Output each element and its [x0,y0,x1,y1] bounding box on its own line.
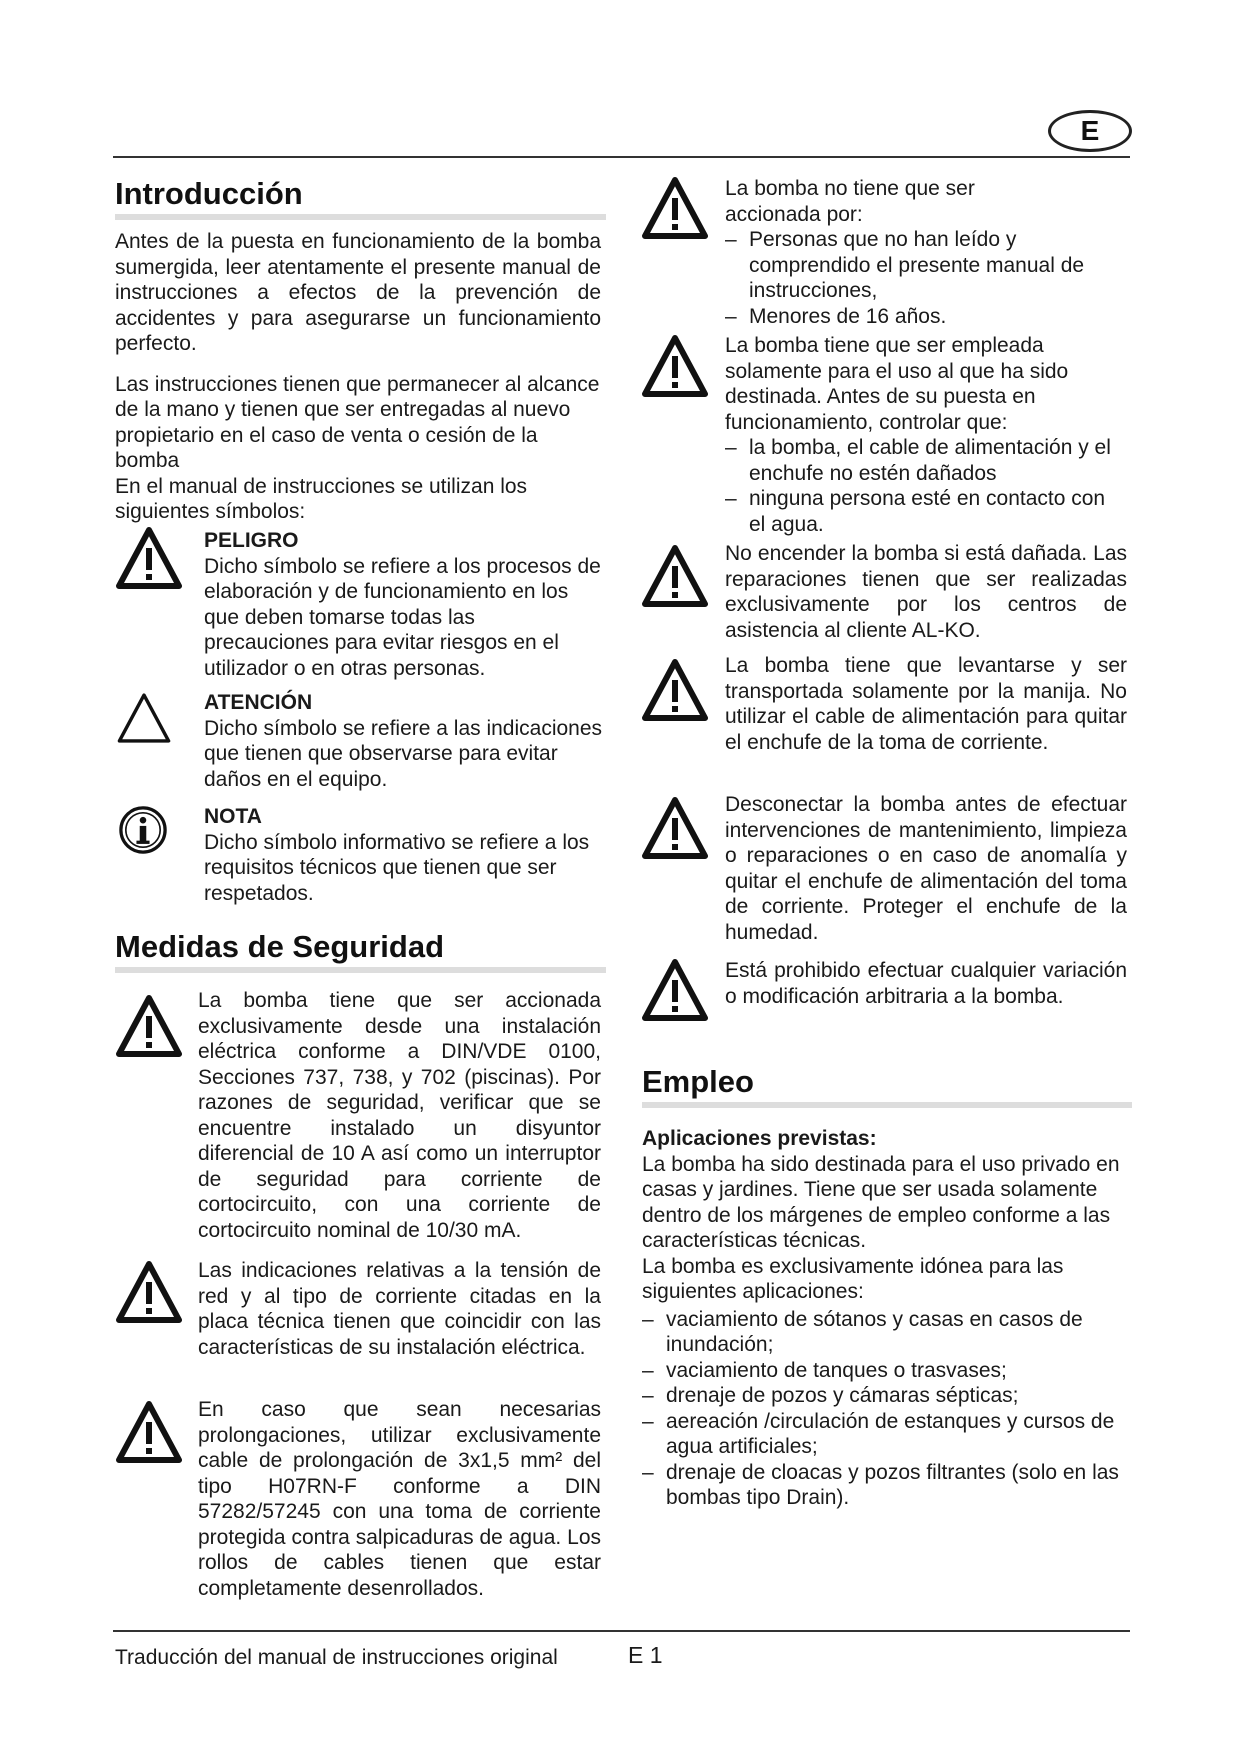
list-item-text: la bomba, el cable de alimentación y el enchufe no estén dañados [749,436,1111,485]
danger-warning-icon [642,544,708,610]
symbol-description: Dicho símbolo se refiere a los procesos de elaboración y de funcionamiento en los que deben tomarse todas las precauciones para evitar riesgos en el utilizador o en otras personas. [204,554,601,680]
danger-warning-icon [642,958,708,1024]
warning-list [725,227,1127,329]
warning-list [725,435,1127,537]
list-item [642,1358,1162,1384]
intro-paragraph: Antes de la puesta en funcionamiento de la bomba sumergida, leer atentamente el presente manual de instrucciones a efectos de la prevención de accidentes y para asegurarse un funcionamiento perfecto. [115,230,601,355]
footer-text: Traducción del manual de instrucciones original [115,1646,558,1669]
safety-item: La bomba tiene que ser accionada exclusivamente desde una instalación eléctrica conforme a DIN/VDE 0100, Secciones 737, 738, y 702 (piscinas). Por razones de seguridad, verificar que se encuentre instalado un disyuntor diferencial de 10 A así como un interruptor de seguridad para corriente de cortocircuito, con una corriente de cortocircuito nominal de 10/30 mA. [198,989,601,1242]
intro-body [115,229,601,525]
symbol-description: Dicho símbolo informativo se refiere a los requisitos técnicos que tienen que ser respetados. [204,830,590,905]
list-item [725,227,1127,304]
danger-warning-icon [116,1400,182,1466]
intro-paragraph: Las instrucciones tienen que permanecer al alcance de la mano y tienen que ser entregadas al nuevo propietario en el caso de venta o cesión de la bomba [115,372,600,472]
list-item [642,1307,1162,1358]
warning-text: No encender la bomba si está dañada. Las reparaciones tienen que ser realizadas exclusivamente por los centros de asistencia al cliente AL-KO. [725,542,1127,642]
danger-warning-icon [116,994,182,1060]
dash-bullet: – [725,304,737,328]
header-rule [113,156,1130,158]
warning-block [725,176,1127,329]
list-item [725,435,1127,486]
intro-heading-rule [115,214,606,220]
symbol-description: Dicho símbolo se refiere a las indicaciones que tienen que observarse para evitar daños en el equipo. [204,716,603,791]
use-body [642,1126,1162,1511]
dash-bullet: – [642,1307,654,1331]
danger-warning-icon [642,334,708,400]
danger-warning-icon [116,1260,182,1326]
dash-bullet: – [642,1384,654,1407]
dash-bullet: – [642,1409,654,1433]
list-item [725,486,1127,537]
dash-bullet: – [642,1460,654,1484]
list-item-text: vaciamiento de sótanos y casas en casos de inundación; [666,1307,1083,1356]
symbol-title: PELIGRO [204,529,299,552]
danger-warning-icon [642,796,708,862]
safety-item: Las indicaciones relativas a la tensión de red y al tipo de corriente citadas en la placa técnica tienen que coincidir con las características de su instalación eléctrica. [198,1259,601,1359]
warning-text: Está prohibido efectuar cualquier variación o modificación arbitraria a la bomba. [725,959,1127,1008]
use-list [642,1307,1162,1511]
danger-warning-icon [642,658,708,724]
page-number: E 1 [628,1642,663,1668]
list-item [642,1383,1162,1409]
symbol-peligro [204,528,604,681]
list-item [725,304,1127,330]
list-item-text: aereación /circulación de estanques y cursos de agua artificiales; [666,1409,1115,1458]
safety-item: En caso que sean necesarias prolongaciones, utilizar exclusivamente cable de prolongación de 3x1,5 mm² del tipo H07RN-F conforme a DIN 57282/57245 con una toma de corriente protegida contra salpicaduras de agua. Los rollos de cables tienen que estar completamente desenrollados. [198,1398,601,1600]
list-item-text: Personas que no han leído y comprendido el presente manual de instrucciones, [749,228,1085,302]
use-heading: Empleo [642,1064,754,1099]
symbol-title: NOTA [204,805,262,828]
footer-rule [113,1630,1130,1632]
symbol-title: ATENCIÓN [204,691,313,714]
symbol-atencion [204,690,604,792]
use-heading-rule [642,1102,1132,1108]
info-icon [116,803,170,857]
language-badge: E [1048,110,1132,152]
intro-heading: Introducción [115,176,303,211]
dash-bullet: – [725,436,737,459]
dash-bullet: – [725,487,737,510]
warning-text: La bomba no tiene que ser accionada por: [725,177,975,226]
caution-warning-icon [116,690,172,746]
intro-paragraph: En el manual de instrucciones se utilizan los siguientes símbolos: [115,474,528,523]
safety-heading-rule [115,967,606,973]
list-item-text: ninguna persona esté en contacto con el agua. [749,487,1106,536]
list-item-text: Menores de 16 años. [749,304,947,328]
danger-warning-icon [116,526,182,592]
list-item [642,1409,1162,1460]
warning-text: La bomba tiene que ser empleada solamente para el uso al que ha sido destinada. Antes de su puesta en funcionamiento, controlar que: [725,334,1069,434]
symbol-nota [204,804,604,906]
danger-warning-icon [642,176,708,242]
use-paragraph: La bomba es exclusivamente idónea para las siguientes aplicaciones: [642,1254,1064,1303]
use-paragraph: La bomba ha sido destinada para el uso privado en casas y jardines. Tiene que ser usada solamente dentro de los márgenes de empleo conforme a las características técnicas. [642,1152,1120,1252]
safety-heading: Medidas de Seguridad [115,929,445,964]
use-subtitle: Aplicaciones previstas: [642,1127,877,1150]
list-item-text: vaciamiento de tanques o trasvases; [666,1358,1007,1382]
dash-bullet: – [642,1358,654,1382]
warning-block [725,333,1127,537]
warning-text: Desconectar la bomba antes de efectuar intervenciones de mantenimiento, limpieza o reparaciones o en caso de anomalía y quitar el enchufe de alimentación del toma de corriente. Proteger el enchufe de la humedad. [725,793,1127,944]
list-item [642,1460,1162,1511]
warning-text: La bomba tiene que levantarse y ser transportada solamente por la manija. No utilizar el cable de alimentación para quitar el enchufe de la toma de corriente. [725,654,1127,754]
list-item-text: drenaje de pozos y cámaras sépticas; [666,1384,1019,1407]
list-item-text: drenaje de cloacas y pozos filtrantes (solo en las bombas tipo Drain). [666,1460,1119,1509]
dash-bullet: – [725,228,737,251]
